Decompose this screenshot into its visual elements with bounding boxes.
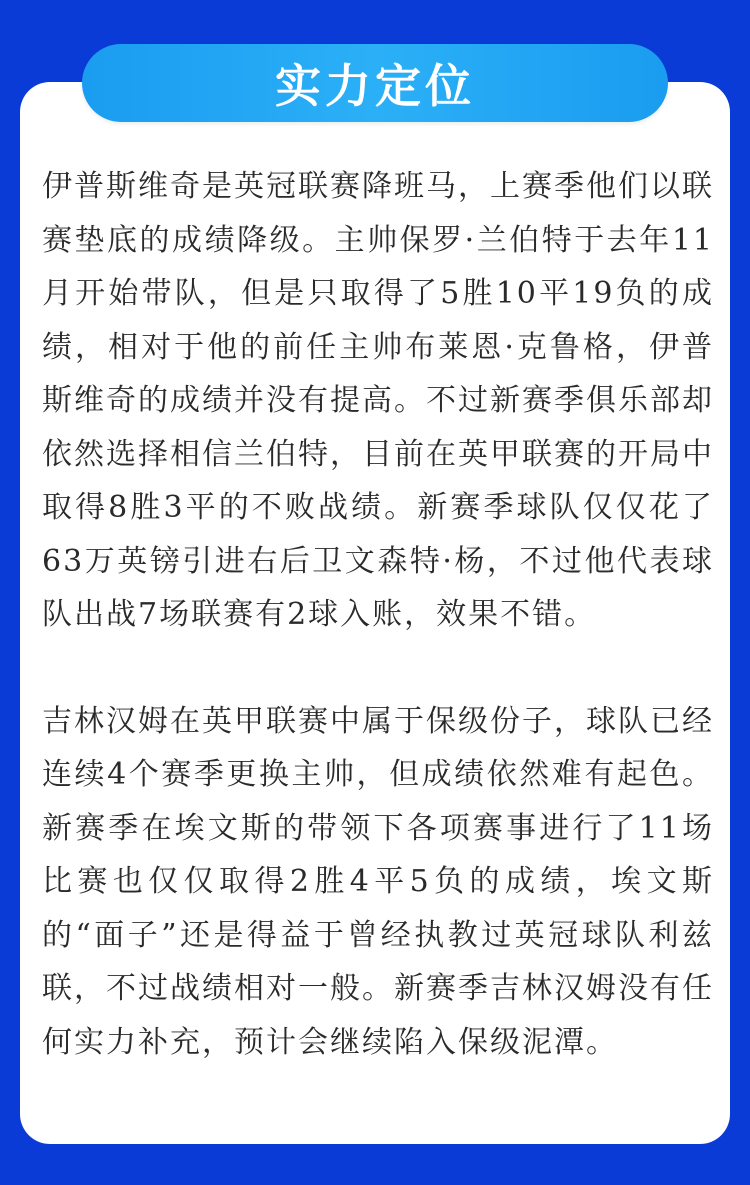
section-title: 实力定位 (275, 59, 475, 113)
paragraph-gillingham: 吉林汉姆在英甲联赛中属于保级份子，球队已经连续4个赛季更换主帅，但成绩依然难有起色。新赛季在埃文斯的带领下各项赛事进行了11场比赛也仅仅取得2胜4平5负的成绩，埃文斯的“面子”还是得益于曾经执教过英冠球队利兹联，不过战绩相对一般。新赛季吉林汉姆没有任何实力补充，预计会继续陷入保级泥潭。 (42, 703, 714, 1060)
section-title-banner (82, 44, 668, 122)
paragraph-ipswich: 伊普斯维奇是英冠联赛降班马，上赛季他们以联赛垫底的成绩降级。主帅保罗·兰伯特于去年11月开始带队，但是只取得了5胜10平19负的成绩，相对于他的前任主帅布莱恩·克鲁格，伊普斯维奇的成绩并没有提高。不过新赛季俱乐部却依然选择相信兰伯特，目前在英甲联赛的开局中取得8胜3平的不败战绩。新赛季球队仅仅花了63万英镑引进右后卫文森特·杨，不过他代表球队出战7场联赛有2球入账，效果不错。 (42, 169, 714, 632)
article-body (42, 160, 714, 1069)
